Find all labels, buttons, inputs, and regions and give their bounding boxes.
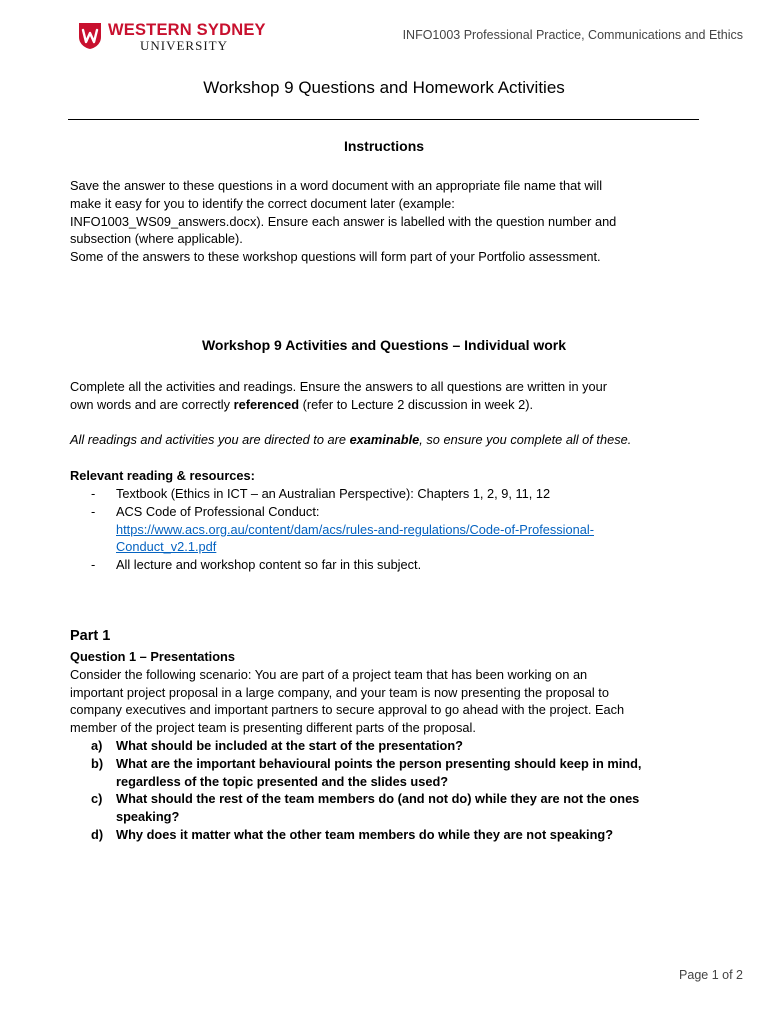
list-item — [70, 790, 710, 826]
title-divider — [68, 119, 699, 120]
instructions-body — [70, 177, 710, 266]
item-marker: d) — [91, 826, 104, 842]
instructions-heading: Instructions — [343, 138, 425, 154]
bold-term: referenced — [233, 396, 300, 412]
list-bullet: - — [91, 557, 96, 573]
scenario-line: member of the project team is presenting different parts of the proposal. — [70, 720, 476, 736]
item-marker: a) — [91, 738, 103, 753]
question-heading: Question 1 – Presentations — [70, 649, 235, 664]
resource-text: Textbook (Ethics in ICT – an Australian Perspective): Chapters 1, 2, 9, 11, 12 — [116, 486, 551, 501]
instructions-line: Save the answer to these questions in a word document with an appropriate file name that will — [70, 178, 603, 193]
text-run: (refer to Lecture 2 discussion in week 2). — [299, 396, 534, 412]
list-item — [70, 503, 710, 556]
activities-paragraph — [70, 378, 710, 414]
list-item — [70, 737, 710, 755]
part1-body — [70, 648, 710, 737]
part1-heading: Part 1 — [70, 628, 111, 644]
scenario-line: Consider the following scenario: You are part of a project team that has been working on an — [70, 666, 588, 682]
instructions-line: make it easy for you to identify the correct document later (example: — [70, 195, 455, 211]
item-text: What should the rest of the team members do (and not do) while they are not the ones — [116, 791, 640, 807]
instructions-line: INFO1003_WS09_answers.docx). Ensure each answer is labelled with the question number and — [70, 213, 617, 229]
resources-list — [70, 485, 710, 574]
university-logo — [78, 20, 278, 54]
item-text: What are the important behavioural points the person presenting should keep in mind, — [116, 755, 642, 771]
acs-code-link[interactable]: https://www.acs.org.au/content/dam/acs/rules-and-regulations/Code-of-Professional- — [116, 521, 594, 537]
acs-code-link-cont[interactable]: Conduct_v2.1.pdf — [116, 539, 217, 555]
item-text: Why does it matter what the other team members do while they are not speaking? — [116, 826, 614, 842]
list-bullet: - — [91, 486, 96, 501]
resource-text: ACS Code of Professional Conduct: — [116, 503, 320, 519]
instructions-line: Some of the answers to these workshop questions will form part of your Portfolio assessment. — [70, 249, 601, 265]
logo-line1: WESTERN SYDNEY — [108, 21, 266, 39]
item-marker: b) — [91, 755, 104, 771]
resources-heading: Relevant reading & resources: — [70, 468, 255, 483]
question-list — [70, 737, 710, 844]
logo-line2: UNIVERSITY — [140, 38, 228, 53]
page-number: Page 1 of 2 — [679, 968, 743, 982]
activities-heading: Workshop 9 Activities and Questions – Individual work — [201, 337, 567, 353]
list-item — [70, 826, 710, 844]
document-title: Workshop 9 Questions and Homework Activities — [203, 78, 565, 97]
bold-term: examinable — [349, 432, 420, 447]
list-item — [70, 556, 710, 574]
text-run: own words and are correctly — [70, 396, 234, 412]
activities-line — [70, 396, 710, 414]
list-item — [70, 485, 710, 503]
text-run: All readings and activities you are directed to are — [70, 432, 350, 447]
list-bullet: - — [91, 503, 96, 519]
item-text: regardless of the topic presented and the slides used? — [116, 773, 449, 789]
activities-line: Complete all the activities and readings. Ensure the answers to all questions are written in your — [70, 379, 608, 394]
item-text: speaking? — [116, 809, 180, 825]
text-run: , so ensure you complete all of these. — [419, 432, 632, 447]
university-shield-icon — [78, 22, 102, 50]
scenario-line: company executives and important partners to secure approval to go ahead with the project. Each — [70, 702, 625, 718]
examinable-note — [70, 431, 710, 449]
item-marker: c) — [91, 791, 103, 807]
item-text: What should be included at the start of the presentation? — [116, 738, 463, 753]
instructions-line: subsection (where applicable). — [70, 231, 243, 247]
list-item — [70, 755, 710, 791]
resource-text: All lecture and workshop content so far in this subject. — [116, 557, 422, 573]
course-title: INFO1003 Professional Practice, Communications and Ethics — [402, 28, 743, 42]
scenario-line: important project proposal in a large company, and your team is now presenting the proposal to — [70, 684, 609, 700]
